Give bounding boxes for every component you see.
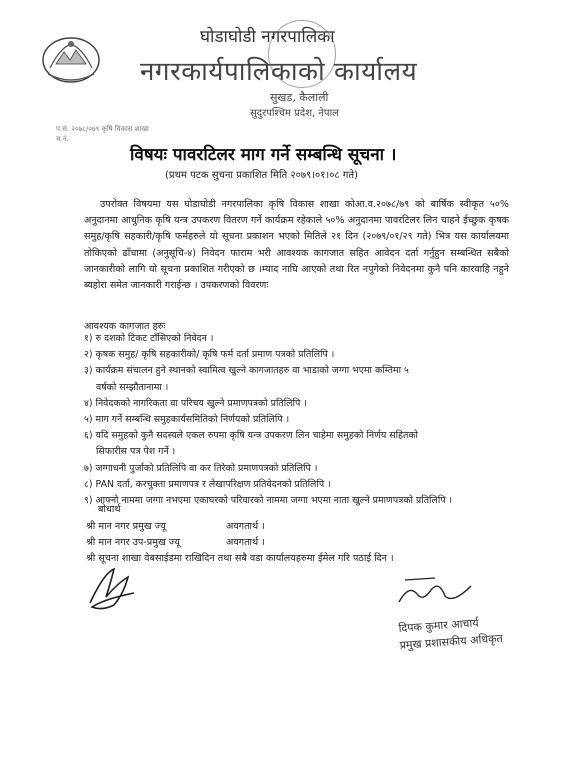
notice-paragraph-text: उपरोक्त विषयमा यस घोडाघोडी नगरपालिका कृषि विकास शाखा कोआ.व.२०७८/७९ को बार्षिक स्वीकृत ५०% अनुदानमा आधुनिक कृषि यन्त्र उपकरण वितरण गर्ने कार्यक्रम रहेकाले ५०% अनुदानमा पावरटिलर लिन चाहने ईच्छुक कृषक समुह/कृषि सहकारी/कृषि फर्महरुले यो सूचना प्रकाशन भएको मितिले २१ दिन (२०७९/०१/२९ गते) भित्र यस कार्यालयमा तोकिएको ढाँचामा (अनुसूचि-४) निवेदन फाराम भरी आवश्यक कागजात सहित आवेदन दर्ता गर्नुहुन सम्बन्धित सबैको जानकारीको लागि यो सूचना प्रकाशित गरीएको छ ।म्याद नाघि आएको तथा रित नपुगेको निवेदनमा कुनै पनि कारवाहि नहुने ब्यहोरा समेत जानकारी गराईन्छ । उपकरणको विवरणः (84, 199, 509, 292)
officer-signature-icon (395, 572, 475, 612)
cc-action: अवगतार्थ । (226, 521, 265, 532)
list-item: २) कृषक समुह/ कृषि सहकारीको/ कृषि फर्म दर्ता प्रमाण पत्रको प्रतिलिपि । (84, 349, 335, 361)
notice-subject: विषयः पावरटिलर माग गर्ने सम्बन्धि सूचना । (130, 145, 397, 165)
list-item: ४) निवेदकको नागरिकता वा परिचय खुल्ने प्रमाणपत्रको प्रतिलिपि । (84, 397, 307, 409)
dispatch-number: च.नं. (56, 135, 69, 143)
cc-line (86, 519, 394, 535)
list-item: ३) कार्यक्रम संचालन हुने स्थानको स्वामित्व खुल्ने कागजातहरु वा भाडाको जग्गा भएमा कम्तिमा ५ (84, 365, 409, 377)
municipality-name: घोडाघोडी नगरपालिका (200, 27, 335, 47)
signatory-block (398, 613, 503, 654)
nepal-emblem-icon (40, 30, 102, 86)
cc-recipient: श्री मान नगर प्रमुख ज्यू (86, 521, 166, 532)
cc-recipient: श्री सूचना शाखा वेबसाईडमा राखिदिन तथा सबै वडा कार्यालयहरुमा ईमेल गरि पठाई दिन । (86, 553, 394, 565)
list-item: वर्षको सम्झौतानामा । (96, 381, 169, 393)
office-province: सुदुरपश्चिम प्रदेश, नेपाल (250, 108, 339, 119)
notice-paragraph (84, 197, 509, 294)
list-item: ७) जग्गाधनी पुर्जाको प्रतिलिपि वा कर तिरेको प्रमाणपत्रको प्रतिलिपि । (84, 462, 318, 474)
cc-list (86, 519, 394, 568)
signatory-title: प्रमुख प्रशासकीय अधिकृत (399, 631, 504, 652)
requirements-list (84, 331, 504, 509)
requirements-title: आवश्यक कागजात हरुः (84, 321, 166, 332)
signatory-name: दिपक कुमार आचार्य (398, 616, 480, 635)
list-item: ९) आफ्नो नाममा जग्गा नभएमा एकाघरको परिवारको नाममा जग्गा भएमा नाता खुल्ने प्रमाणपत्रको प्रतिलिपि । (84, 495, 453, 507)
cc-action: अवगतार्थ । (226, 537, 265, 549)
list-item: ५) माग गर्ने सम्बन्धि समुहकार्यसमितिको निर्णयको प्रतिलिपि । (84, 414, 290, 426)
cc-recipient: श्री मान नगर उप-प्रमुख ज्यू (86, 537, 180, 549)
reference-number: प.सं. २०७८/०७९ कृषि विकास शाखा (56, 125, 149, 133)
list-item: ६) यदि समुहको कुनै सदस्यले एकल रुपमा कृषि यन्त्र उपकरण लिन चाहेमा समुहको निर्णय सहितको (84, 430, 418, 442)
cc-title: बोधार्थ (98, 504, 121, 515)
initials-signature-icon (84, 563, 142, 613)
notice-publish-date: (प्रथम पटक सुचना प्रकाशित मिति २०७९।०१।०८ गते) (165, 170, 359, 181)
list-item: ८) PAN दर्ता, करचुक्ता प्रमाणपत्र र लेखापरिक्षण प्रतिवेदनको प्रतिलिपि । (84, 478, 331, 490)
list-item: १) रु दशको टिकट टाँसिएको निवेदन । (84, 333, 214, 344)
list-item: सिफारीस पत्र पेश गर्ने । (96, 446, 176, 458)
office-place: सुखड, कैलाली (270, 91, 329, 104)
office-name: नगरकार्यपालिकाको कार्यालय (140, 57, 418, 87)
cc-line (86, 535, 394, 551)
reference-block (56, 124, 149, 144)
